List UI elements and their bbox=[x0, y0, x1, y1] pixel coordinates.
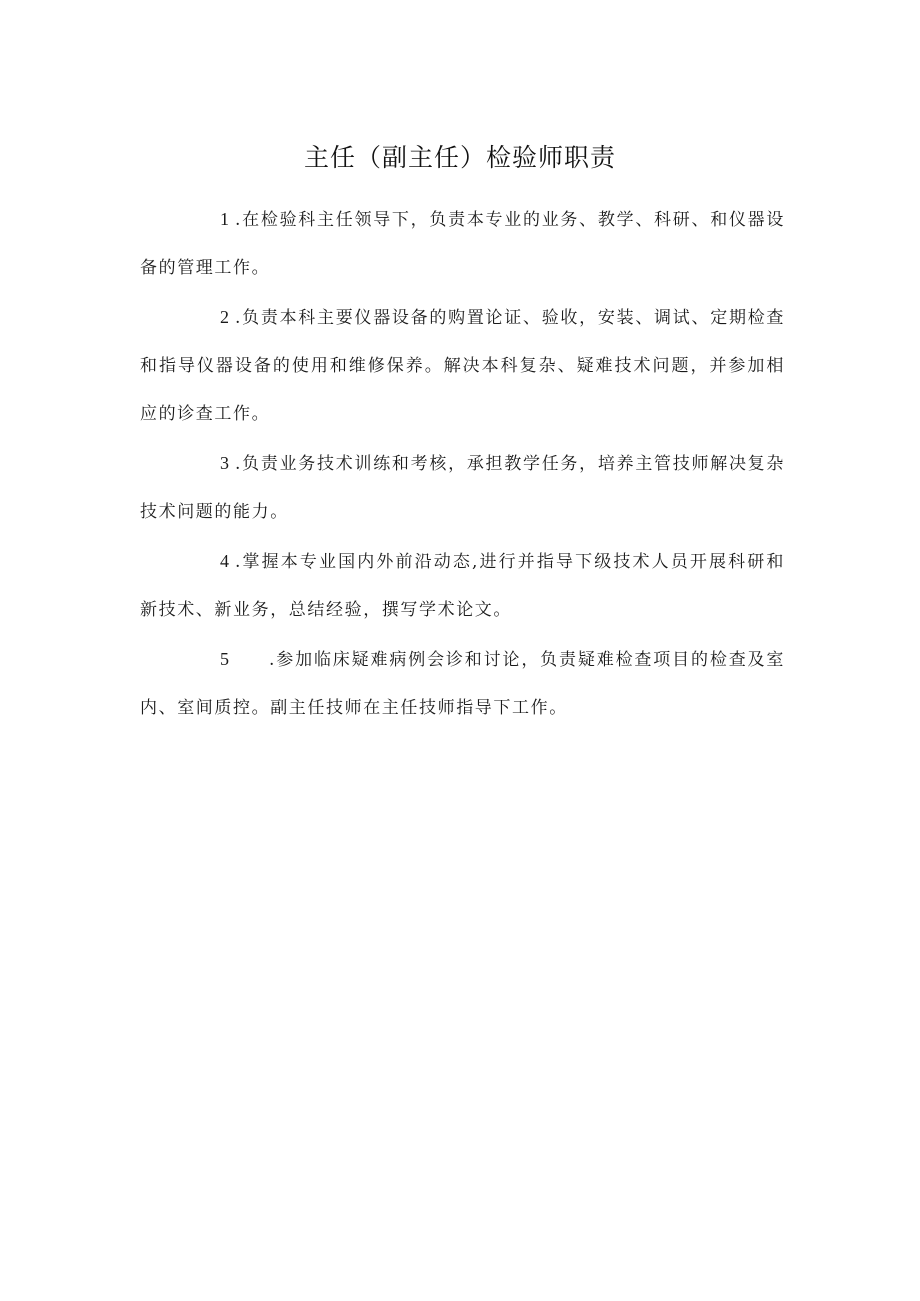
duty-item-number: 1 bbox=[220, 209, 229, 229]
duty-item-number: 3 bbox=[220, 453, 229, 473]
document-title: 主任（副主任）检验师职责 bbox=[303, 143, 616, 172]
duty-item-1 bbox=[140, 195, 785, 292]
duty-item-number: 4 bbox=[220, 551, 229, 571]
document-body bbox=[140, 195, 785, 732]
duty-item-text: .负责业务技术训练和考核，承担教学任务，培养主管技师解决复杂技术问题的能力。 bbox=[140, 454, 785, 522]
duty-item-text: .负责本科主要仪器设备的购置论证、验收，安装、调试、定期检查和指导仪器设备的使用和维修保养。解决本科复杂、疑难技术问题，并参加相应的诊查工作。 bbox=[140, 308, 785, 424]
duty-item-3 bbox=[140, 439, 785, 536]
duty-item-number: 5 bbox=[220, 649, 229, 669]
duty-item-5 bbox=[140, 635, 785, 732]
duty-item-text: .参加临床疑难病例会诊和讨论，负责疑难检查项目的检查及室内、室间质控。副主任技师在主任技师指导下工作。 bbox=[140, 650, 785, 718]
duty-item-text: .在检验科主任领导下，负责本专业的业务、教学、科研、和仪器设备的管理工作。 bbox=[140, 210, 785, 278]
duty-item-4 bbox=[140, 537, 785, 634]
duty-item-text: .掌握本专业国内外前沿动态,进行并指导下级技术人员开展科研和新技术、新业务，总结经验，撰写学术论文。 bbox=[140, 552, 785, 620]
duty-item-number: 2 bbox=[220, 307, 229, 327]
duty-item-2 bbox=[140, 293, 785, 438]
